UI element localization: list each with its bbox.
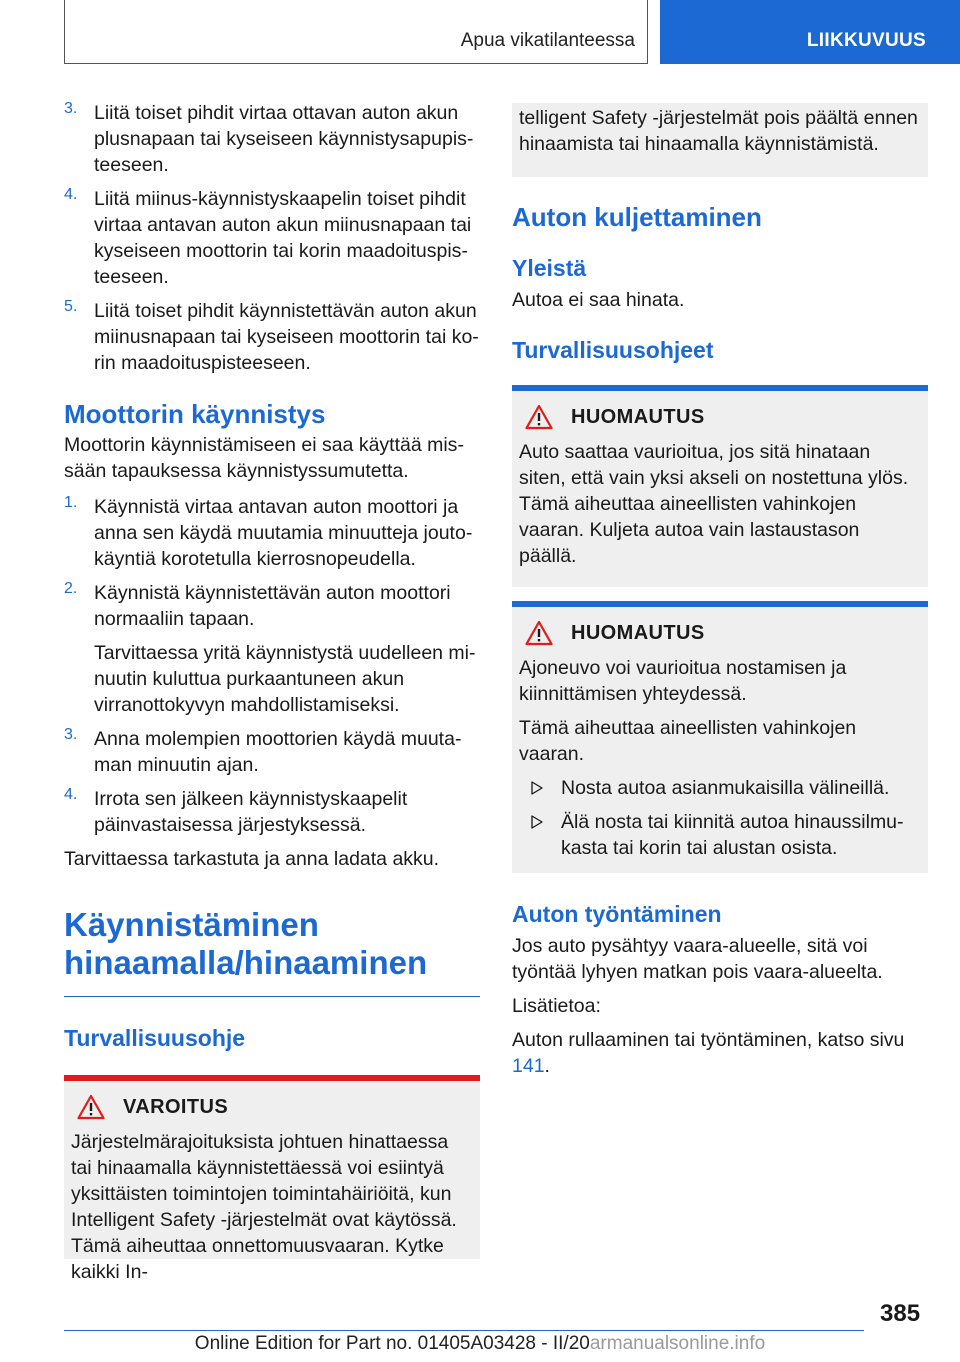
warning-title-row (77, 1093, 472, 1121)
notice-text: Ajoneuvo voi vaurioitua nostamisen ja kiinnittämisen yhteydessä. (519, 657, 847, 705)
header-chapter-tab (660, 0, 960, 64)
step-text: Liitä miinus-käynnistyskaapelin toiset pihdit virtaa antavan auton akun miinusnapaan tai kyseiseen moottorin tai korin maadoituspisteeseen. (94, 188, 472, 288)
step-number: 3. (64, 100, 78, 117)
footer-text (0, 1333, 960, 1355)
heading-divider (64, 996, 480, 997)
notice-triangle-icon (525, 620, 553, 646)
big-heading-line1: Käynnistäminen (64, 906, 319, 943)
steps-list-b (64, 494, 480, 838)
notice-bar (512, 385, 928, 391)
bullet-text: Älä nosta tai kiinnitä autoa hinaussilmukasta tai korin tai alustan osista. (561, 811, 904, 859)
bullet-triangle-icon (531, 815, 543, 829)
notice-title: HUOMAUTUS (571, 621, 705, 644)
step-text: Liitä toiset pihdit virtaa ottavan auton akun plusnapaan tai kyseiseen käynnistysapupisteeseen. (94, 102, 474, 176)
push-heading: Auton työntäminen (512, 901, 722, 927)
start-heading: Moottorin käynnistys (64, 399, 326, 429)
more-info-label: Lisätietoa: (512, 995, 601, 1017)
list-item (64, 580, 480, 718)
step-text: Käynnistä käynnistettävän auton moottori normaaliin tapaan. (94, 582, 451, 630)
step-text: Liitä toiset pihdit käynnistettävän auton akun miinusnapaan tai kyseiseen moottorin tai korin maadoituspisteeseen. (94, 300, 479, 374)
list-item (64, 726, 480, 778)
header-section-box (64, 0, 648, 64)
general-heading: Yleistä (512, 255, 587, 281)
step-number: 4. (64, 186, 78, 203)
notice-text: Tämä aiheuttaa aineellisten vahinkojen vaaran. (519, 717, 857, 765)
header-section-title: Apua vikatilanteessa (460, 30, 635, 51)
list-item (64, 298, 480, 376)
notice-title-row (525, 619, 920, 647)
step-number: 2. (64, 580, 78, 597)
list-item (64, 186, 480, 290)
warning-text-continued: telligent Safety -järjestelmät pois päältä ennen hinaamista tai hinaamalla käynnistämistä. (519, 107, 918, 155)
closing-text: Tarvittaessa tarkastuta ja anna ladata akku. (64, 848, 440, 870)
big-heading-line2: hinaamalla/hinaaminen (64, 944, 428, 981)
footer-watermark: armanualsonline.info (589, 1333, 766, 1354)
footer-divider (64, 1330, 864, 1331)
push-text: Jos auto pysähtyy vaara-alueelle, sitä voi työntää lyhyen matkan pois vaara-alueelta. (512, 935, 883, 983)
warning-bar (64, 1075, 480, 1081)
footer-edition: Online Edition for Part no. 01405A03428 - II/20 (194, 1333, 590, 1354)
step-text: Käynnistä virtaa antavan auton moottori ja anna sen käydä muutamia minuutteja joutokäyntiä korotetulla kierrosnopeudella. (94, 496, 473, 570)
step-number: 1. (64, 494, 78, 511)
step-extra-text: Tarvittaessa yritä käynnistystä uudelleen minuutin kuluttua purkaantuneen akun virranottokyvyn mahdollistamiseksi. (94, 642, 476, 716)
warning-box (64, 1075, 480, 1283)
right-column (512, 103, 928, 1079)
notice-triangle-icon (525, 404, 553, 430)
warning-title: VAROITUS (123, 1095, 229, 1118)
notice-title: HUOMAUTUS (571, 405, 705, 428)
safety-heading-right: Turvallisuusohjeet (512, 337, 714, 363)
left-column (64, 100, 480, 1283)
list-item (64, 786, 480, 838)
cross-reference-text: Auton rullaaminen tai työntäminen, katso sivu (512, 1029, 905, 1051)
list-item (519, 809, 920, 861)
step-number: 5. (64, 298, 78, 315)
notice-box-1 (512, 385, 928, 587)
step-number: 4. (64, 786, 78, 803)
notice-text: Auto saattaa vaurioitua, jos sitä hinataan siten, että vain yksi akseli on nostettuna ylös. Tämä aiheuttaa aineellisten vahinkojen vaaran. Kuljeta autoa vain lastaustason päällä. (519, 441, 909, 567)
page-link[interactable]: 141 (512, 1055, 545, 1077)
transport-heading: Auton kuljettaminen (512, 202, 762, 232)
step-text: Anna molempien moottorien käydä muutaman minuutin ajan. (94, 728, 462, 776)
notice-bar (512, 601, 928, 607)
header-chapter-title: LIIKKUVUUS (806, 30, 926, 51)
step-text: Irrota sen jälkeen käynnistyskaapelit päinvastaisessa järjestyksessä. (94, 788, 408, 836)
warning-text: Järjestelmärajoituksista johtuen hinattaessa tai hinaamalla käynnistettäessä voi esiintyä yksittäisten toimintojen toimintahäiriöitä, kun Intelligent Safety -järjestelmät ovat käytössä. Tämä aiheuttaa onnettomuusvaaran. Kytke kaikki In- (71, 1131, 457, 1283)
cross-reference-end: . (544, 1055, 550, 1077)
general-text: Autoa ei saa hinata. (512, 289, 685, 311)
notice-title-row (525, 403, 920, 431)
list-item (519, 775, 920, 801)
steps-list-a (64, 100, 480, 376)
start-intro: Moottorin käynnistämiseen ei saa käyttää missään tapauksessa käynnistyssumutetta. (64, 434, 464, 482)
bullet-triangle-icon (531, 781, 543, 795)
bullet-text: Nosta autoa asianmukaisilla välineillä. (561, 777, 890, 799)
page-number: 385 (880, 1300, 921, 1327)
safety-heading: Turvallisuusohje (64, 1025, 246, 1051)
warning-triangle-icon (77, 1094, 105, 1120)
list-item (64, 100, 480, 178)
step-number: 3. (64, 726, 78, 743)
warning-box-continued (512, 103, 928, 177)
notice-box-2 (512, 601, 928, 873)
list-item (64, 494, 480, 572)
cross-reference (512, 1027, 928, 1079)
